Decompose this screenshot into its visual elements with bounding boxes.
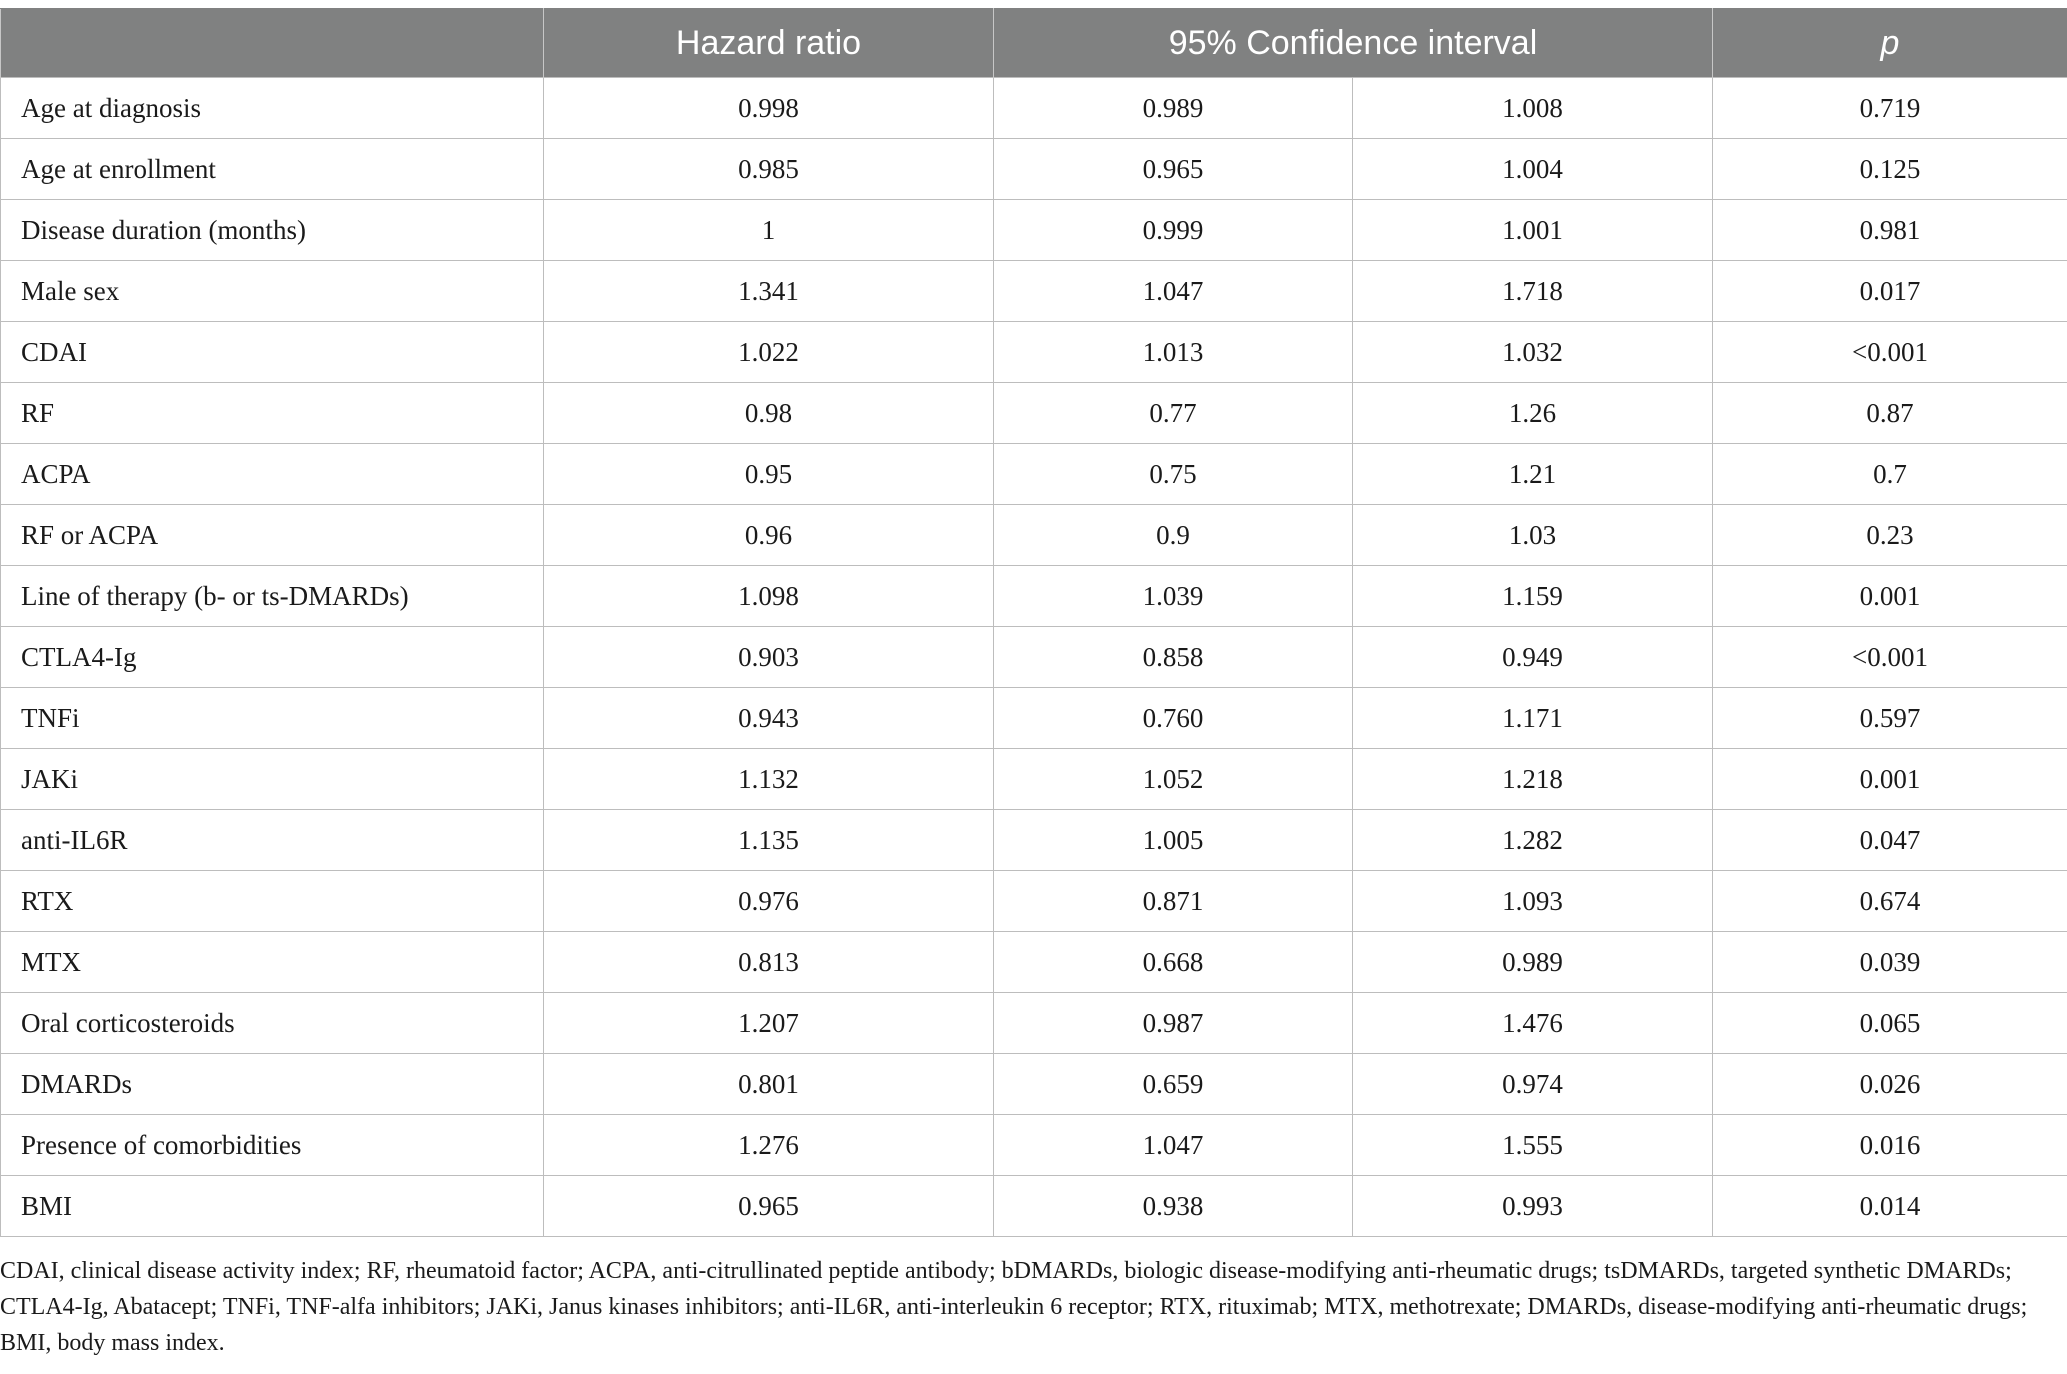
- row-label: RTX: [1, 871, 544, 932]
- hazard-ratio-cell: 0.95: [544, 444, 994, 505]
- ci-upper-cell: 1.21: [1353, 444, 1713, 505]
- row-label: DMARDs: [1, 1054, 544, 1115]
- table-row: [1, 78, 2067, 139]
- p-value-cell: 0.674: [1713, 871, 2067, 932]
- row-label: Male sex: [1, 261, 544, 322]
- ci-lower-cell: 1.047: [994, 261, 1353, 322]
- p-value-cell: 0.026: [1713, 1054, 2067, 1115]
- header-variable: [1, 9, 544, 78]
- ci-lower-cell: 0.668: [994, 932, 1353, 993]
- ci-upper-cell: 1.03: [1353, 505, 1713, 566]
- ci-lower-cell: 0.999: [994, 200, 1353, 261]
- hazard-ratio-cell: 0.801: [544, 1054, 994, 1115]
- header-p-value: p: [1713, 9, 2067, 78]
- row-label: JAKi: [1, 749, 544, 810]
- p-value-cell: 0.001: [1713, 749, 2067, 810]
- p-value-cell: 0.7: [1713, 444, 2067, 505]
- ci-upper-cell: 0.949: [1353, 627, 1713, 688]
- row-label: RF: [1, 383, 544, 444]
- table-row: [1, 810, 2067, 871]
- ci-lower-cell: 0.760: [994, 688, 1353, 749]
- row-label: RF or ACPA: [1, 505, 544, 566]
- hazard-ratio-cell: 0.998: [544, 78, 994, 139]
- ci-upper-cell: 1.093: [1353, 871, 1713, 932]
- ci-upper-cell: 1.555: [1353, 1115, 1713, 1176]
- table-row: [1, 993, 2067, 1054]
- hazard-ratio-cell: 1.207: [544, 993, 994, 1054]
- hazard-ratio-cell: 1.132: [544, 749, 994, 810]
- hazard-ratio-cell: 0.965: [544, 1176, 994, 1237]
- row-label: CDAI: [1, 322, 544, 383]
- ci-lower-cell: 0.871: [994, 871, 1353, 932]
- row-label: BMI: [1, 1176, 544, 1237]
- p-value-cell: 0.014: [1713, 1176, 2067, 1237]
- results-table-container: [0, 8, 2067, 1237]
- p-value-cell: 0.039: [1713, 932, 2067, 993]
- hazard-ratio-cell: 0.985: [544, 139, 994, 200]
- table-row: [1, 566, 2067, 627]
- ci-upper-cell: 1.004: [1353, 139, 1713, 200]
- table-header: [1, 9, 2067, 78]
- ci-lower-cell: 1.052: [994, 749, 1353, 810]
- hazard-ratio-cell: 1.341: [544, 261, 994, 322]
- p-value-cell: 0.047: [1713, 810, 2067, 871]
- hazard-ratio-table: [0, 8, 2067, 1237]
- p-value-cell: 0.719: [1713, 78, 2067, 139]
- table-row: [1, 383, 2067, 444]
- ci-lower-cell: 1.013: [994, 322, 1353, 383]
- row-label: Oral corticosteroids: [1, 993, 544, 1054]
- ci-lower-cell: 0.858: [994, 627, 1353, 688]
- table-row: [1, 749, 2067, 810]
- table-row: [1, 200, 2067, 261]
- p-value-cell: 0.597: [1713, 688, 2067, 749]
- hazard-ratio-cell: 1: [544, 200, 994, 261]
- ci-lower-cell: 0.989: [994, 78, 1353, 139]
- table-row: [1, 871, 2067, 932]
- hazard-ratio-cell: 0.813: [544, 932, 994, 993]
- ci-upper-cell: 1.171: [1353, 688, 1713, 749]
- p-value-cell: <0.001: [1713, 627, 2067, 688]
- hazard-ratio-cell: 1.022: [544, 322, 994, 383]
- row-label: TNFi: [1, 688, 544, 749]
- hazard-ratio-cell: 1.098: [544, 566, 994, 627]
- ci-upper-cell: 1.008: [1353, 78, 1713, 139]
- ci-upper-cell: 1.032: [1353, 322, 1713, 383]
- row-label: CTLA4-Ig: [1, 627, 544, 688]
- table-row: [1, 627, 2067, 688]
- ci-upper-cell: 0.993: [1353, 1176, 1713, 1237]
- ci-upper-cell: 1.159: [1353, 566, 1713, 627]
- ci-lower-cell: 0.77: [994, 383, 1353, 444]
- row-label: Age at diagnosis: [1, 78, 544, 139]
- ci-upper-cell: 1.476: [1353, 993, 1713, 1054]
- p-value-cell: 0.001: [1713, 566, 2067, 627]
- hazard-ratio-cell: 0.943: [544, 688, 994, 749]
- ci-lower-cell: 0.938: [994, 1176, 1353, 1237]
- table-row: [1, 1176, 2067, 1237]
- header-row: [1, 9, 2067, 78]
- hazard-ratio-cell: 0.903: [544, 627, 994, 688]
- row-label: anti-IL6R: [1, 810, 544, 871]
- ci-upper-cell: 1.718: [1353, 261, 1713, 322]
- ci-lower-cell: 0.987: [994, 993, 1353, 1054]
- table-row: [1, 1115, 2067, 1176]
- table-row: [1, 139, 2067, 200]
- header-confidence-interval: 95% Confidence interval: [994, 9, 1713, 78]
- table-footnote: CDAI, clinical disease activity index; RF, rheumatoid factor; ACPA, anti-citrullinated peptide antibody; bDMARDs, biologic disease-modifying anti-rheumatic drugs; tsDMARDs, targeted synthetic DMARDs; CTLA4-Ig, Abatacept; TNFi, TNF-alfa inhibitors; JAKi, Janus kinases inhibitors; anti-IL6R, anti-interleukin 6 receptor; RTX, rituximab; MTX, methotrexate; DMARDs, disease-modifying anti-rheumatic drugs; BMI, body mass index.: [0, 1258, 2028, 1356]
- ci-lower-cell: 1.039: [994, 566, 1353, 627]
- ci-upper-cell: 0.989: [1353, 932, 1713, 993]
- row-label: Age at enrollment: [1, 139, 544, 200]
- ci-upper-cell: 1.282: [1353, 810, 1713, 871]
- ci-lower-cell: 0.9: [994, 505, 1353, 566]
- table-body: [1, 78, 2067, 1237]
- ci-lower-cell: 0.965: [994, 139, 1353, 200]
- hazard-ratio-cell: 1.276: [544, 1115, 994, 1176]
- ci-upper-cell: 0.974: [1353, 1054, 1713, 1115]
- table-row: [1, 444, 2067, 505]
- header-hazard-ratio: Hazard ratio: [544, 9, 994, 78]
- ci-upper-cell: 1.001: [1353, 200, 1713, 261]
- p-value-cell: 0.981: [1713, 200, 2067, 261]
- hazard-ratio-cell: 1.135: [544, 810, 994, 871]
- row-label: Disease duration (months): [1, 200, 544, 261]
- table-row: [1, 1054, 2067, 1115]
- p-value-cell: 0.016: [1713, 1115, 2067, 1176]
- ci-upper-cell: 1.26: [1353, 383, 1713, 444]
- ci-lower-cell: 1.047: [994, 1115, 1353, 1176]
- p-value-cell: 0.017: [1713, 261, 2067, 322]
- hazard-ratio-cell: 0.98: [544, 383, 994, 444]
- hazard-ratio-cell: 0.976: [544, 871, 994, 932]
- table-row: [1, 688, 2067, 749]
- table-row: [1, 932, 2067, 993]
- p-value-cell: 0.125: [1713, 139, 2067, 200]
- hazard-ratio-cell: 0.96: [544, 505, 994, 566]
- ci-lower-cell: 0.75: [994, 444, 1353, 505]
- table-row: [1, 505, 2067, 566]
- row-label: MTX: [1, 932, 544, 993]
- ci-lower-cell: 0.659: [994, 1054, 1353, 1115]
- p-value-cell: 0.23: [1713, 505, 2067, 566]
- row-label: ACPA: [1, 444, 544, 505]
- row-label: Line of therapy (b- or ts-DMARDs): [1, 566, 544, 627]
- p-value-cell: 0.065: [1713, 993, 2067, 1054]
- ci-upper-cell: 1.218: [1353, 749, 1713, 810]
- ci-lower-cell: 1.005: [994, 810, 1353, 871]
- p-value-cell: 0.87: [1713, 383, 2067, 444]
- p-value-cell: <0.001: [1713, 322, 2067, 383]
- row-label: Presence of comorbidities: [1, 1115, 544, 1176]
- table-row: [1, 261, 2067, 322]
- table-row: [1, 322, 2067, 383]
